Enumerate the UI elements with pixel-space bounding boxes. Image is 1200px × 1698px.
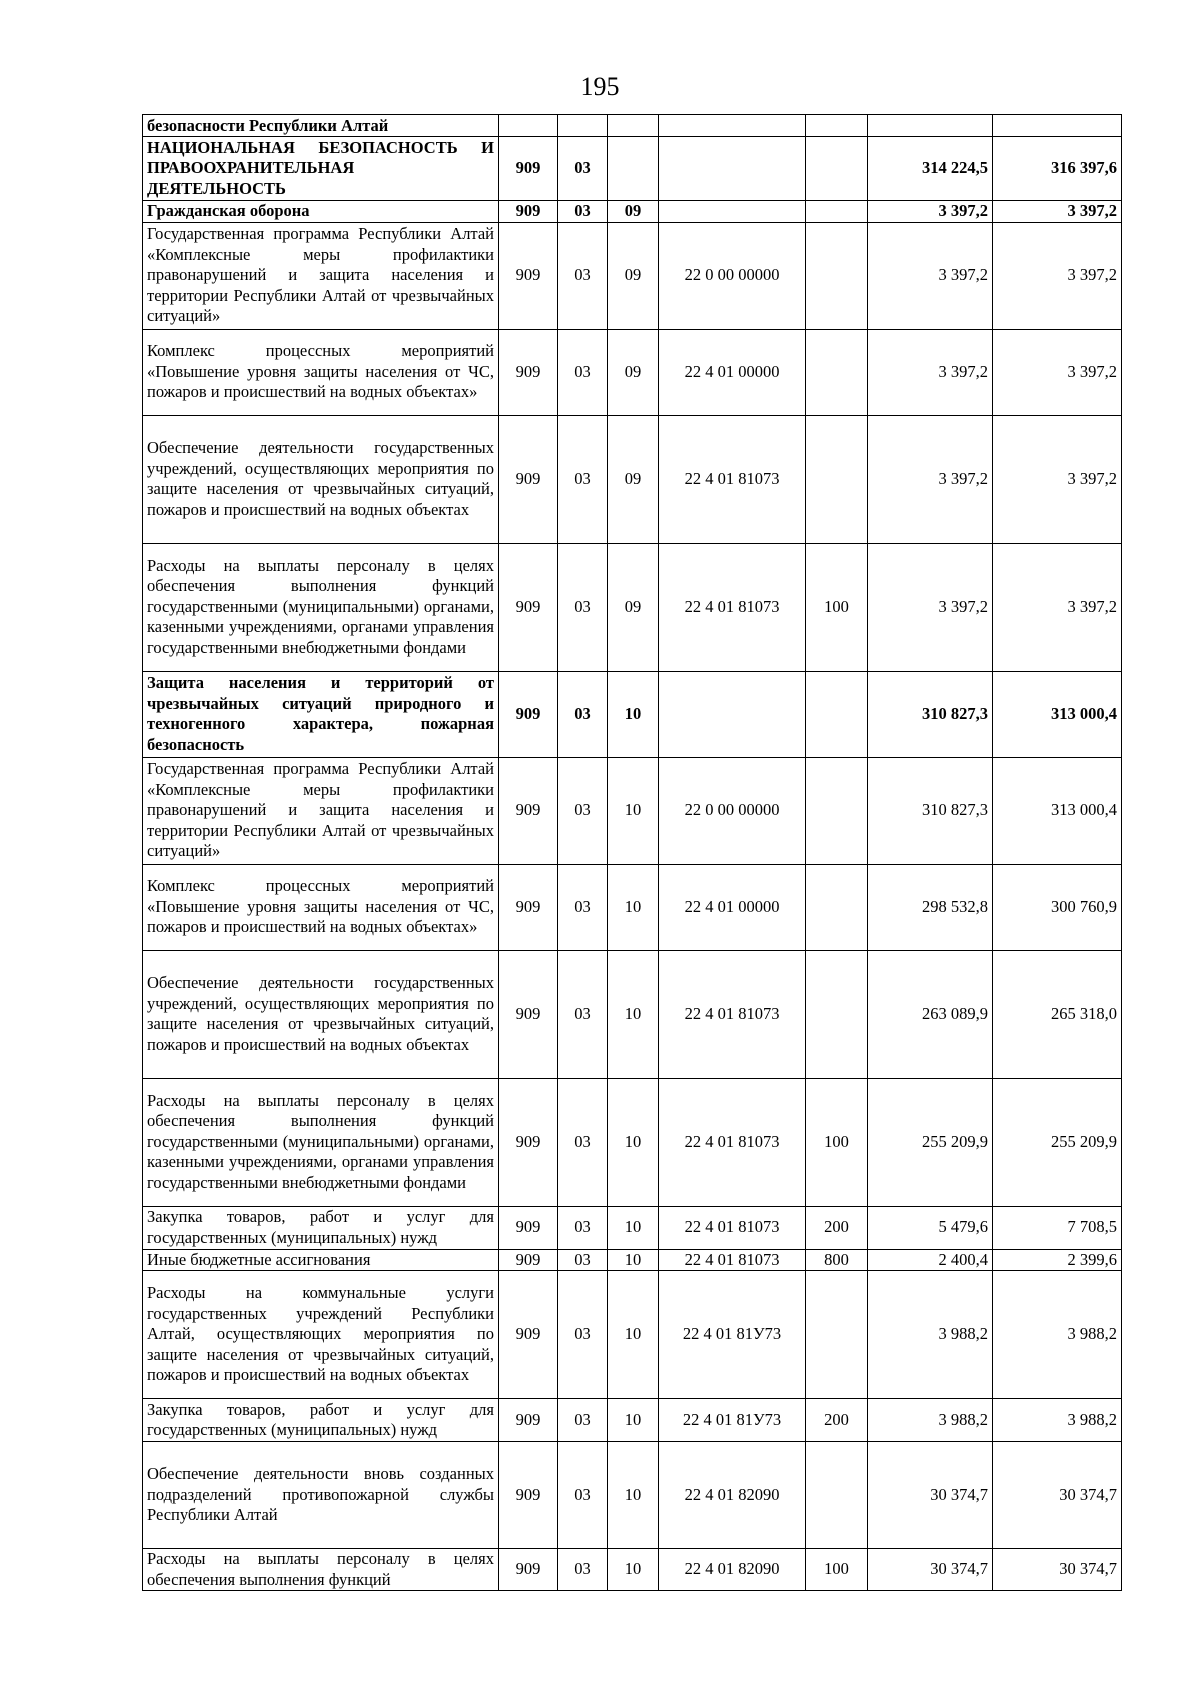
row-target-article: 22 0 00 00000 [659,222,806,329]
row-name: Государственная программа Республики Алтай «Комплексные меры профилактики правонарушений и защита населения и территории Республики Алтай от чрезвычайных ситуаций» [143,757,499,864]
row-name: НАЦИОНАЛЬНАЯ БЕЗОПАСНОСТЬ И ПРАВООХРАНИТЕЛЬНАЯ ДЕЯТЕЛЬНОСТЬ [143,137,499,201]
row-name: Закупка товаров, работ и услуг для государственных (муниципальных) нужд [143,1399,499,1442]
row-target-article: 22 4 01 81073 [659,1249,806,1271]
row-admin-code: 909 [499,1078,558,1206]
row-target-article: 22 4 01 00000 [659,329,806,415]
page-number: 195 [580,72,620,101]
row-name: Обеспечение деятельности государственных учреждений, осуществляющих мероприятия по защите населения от чрезвычайных ситуаций, пожаров и происшествий на водных объектах [143,415,499,543]
row-name: Расходы на выплаты персоналу в целях обеспечения выполнения функций [143,1549,499,1591]
row-amount-year2: 3 397,2 [993,415,1122,543]
row-section-code: 03 [558,137,608,201]
row-amount-year2: 30 374,7 [993,1442,1122,1549]
budget-table [142,114,1122,1591]
row-subsection-code: 10 [608,1249,659,1271]
row-amount-year2: 3 988,2 [993,1399,1122,1442]
row-target-article: 22 4 01 00000 [659,864,806,950]
row-subsection-code: 10 [608,757,659,864]
row-expense-type [806,222,868,329]
row-target-article: 22 4 01 81073 [659,543,806,671]
row-amount-year1: 3 397,2 [868,329,993,415]
row-section-code: 03 [558,201,608,223]
table-row [143,222,1122,329]
row-amount-year1: 3 397,2 [868,222,993,329]
row-section-code: 03 [558,1249,608,1271]
row-amount-year1: 30 374,7 [868,1442,993,1549]
row-expense-type [806,137,868,201]
row-name: Иные бюджетные ассигнования [143,1249,499,1271]
row-subsection-code: 10 [608,1549,659,1591]
row-subsection-code [608,137,659,201]
row-section-code: 03 [558,415,608,543]
row-amount-year1: 30 374,7 [868,1549,993,1591]
row-admin-code: 909 [499,1249,558,1271]
row-amount-year1: 310 827,3 [868,671,993,757]
row-name: Обеспечение деятельности государственных учреждений, осуществляющих мероприятия по защите населения от чрезвычайных ситуаций, пожаров и происшествий на водных объектах [143,950,499,1078]
row-target-article [659,115,806,137]
row-expense-type [806,671,868,757]
table-row [143,757,1122,864]
row-expense-type [806,1442,868,1549]
table-row [143,201,1122,223]
row-expense-type [806,1271,868,1399]
row-section-code: 03 [558,1399,608,1442]
row-target-article: 22 4 01 81У73 [659,1271,806,1399]
row-amount-year2: 313 000,4 [993,757,1122,864]
table-row [143,1078,1122,1206]
row-admin-code: 909 [499,757,558,864]
row-target-article: 22 4 01 82090 [659,1442,806,1549]
table-row [143,329,1122,415]
row-amount-year1: 310 827,3 [868,757,993,864]
row-amount-year1: 3 397,2 [868,415,993,543]
row-expense-type: 100 [806,543,868,671]
row-admin-code: 909 [499,222,558,329]
row-amount-year2: 313 000,4 [993,671,1122,757]
row-subsection-code: 09 [608,543,659,671]
row-section-code: 03 [558,1078,608,1206]
row-section-code: 03 [558,757,608,864]
row-subsection-code: 10 [608,1271,659,1399]
row-amount-year2: 3 397,2 [993,201,1122,223]
table-row [143,1549,1122,1591]
row-expense-type: 100 [806,1549,868,1591]
row-admin-code: 909 [499,1271,558,1399]
table-row [143,671,1122,757]
row-expense-type [806,201,868,223]
table-row [143,137,1122,201]
row-target-article: 22 4 01 81073 [659,950,806,1078]
row-amount-year1: 298 532,8 [868,864,993,950]
row-admin-code: 909 [499,415,558,543]
row-amount-year2: 255 209,9 [993,1078,1122,1206]
row-amount-year1: 3 397,2 [868,201,993,223]
row-subsection-code [608,115,659,137]
row-amount-year1: 263 089,9 [868,950,993,1078]
row-amount-year2: 300 760,9 [993,864,1122,950]
row-amount-year1 [868,115,993,137]
row-amount-year1: 3 988,2 [868,1271,993,1399]
row-target-article: 22 4 01 81073 [659,1078,806,1206]
row-target-article: 22 4 01 81У73 [659,1399,806,1442]
table-row [143,950,1122,1078]
row-admin-code: 909 [499,1399,558,1442]
row-section-code: 03 [558,864,608,950]
row-expense-type: 100 [806,1078,868,1206]
row-admin-code [499,115,558,137]
table-row [143,1442,1122,1549]
row-expense-type [806,115,868,137]
row-expense-type [806,757,868,864]
row-name: Защита населения и территорий от чрезвычайных ситуаций природного и техногенного характера, пожарная безопасность [143,671,499,757]
row-section-code: 03 [558,1206,608,1249]
row-expense-type [806,950,868,1078]
row-amount-year2: 7 708,5 [993,1206,1122,1249]
row-subsection-code: 09 [608,415,659,543]
row-section-code: 03 [558,543,608,671]
row-expense-type [806,864,868,950]
row-section-code: 03 [558,950,608,1078]
row-admin-code: 909 [499,1549,558,1591]
row-section-code [558,115,608,137]
row-amount-year2: 3 397,2 [993,222,1122,329]
row-amount-year2: 265 318,0 [993,950,1122,1078]
row-section-code: 03 [558,671,608,757]
row-subsection-code: 10 [608,950,659,1078]
table-row [143,864,1122,950]
row-expense-type [806,329,868,415]
row-amount-year1: 3 397,2 [868,543,993,671]
table-row [143,415,1122,543]
row-name: Комплекс процессных мероприятий «Повышение уровня защиты населения от ЧС, пожаров и происшествий на водных объектах» [143,329,499,415]
row-name: Обеспечение деятельности вновь созданных подразделений противопожарной службы Республики Алтай [143,1442,499,1549]
row-amount-year2: 3 397,2 [993,329,1122,415]
row-subsection-code: 10 [608,864,659,950]
row-section-code: 03 [558,222,608,329]
row-section-code: 03 [558,1271,608,1399]
row-target-article: 22 4 01 81073 [659,415,806,543]
row-subsection-code: 09 [608,329,659,415]
table-row [143,1206,1122,1249]
row-subsection-code: 10 [608,1078,659,1206]
row-name: Расходы на выплаты персоналу в целях обеспечения выполнения функций государственными (муниципальными) органами, казенными учреждениями, органами управления государственными внебюджетными фондами [143,543,499,671]
row-amount-year1: 5 479,6 [868,1206,993,1249]
row-target-article [659,201,806,223]
row-admin-code: 909 [499,329,558,415]
row-expense-type: 200 [806,1206,868,1249]
row-admin-code: 909 [499,864,558,950]
table-row [143,1399,1122,1442]
row-admin-code: 909 [499,1206,558,1249]
row-section-code: 03 [558,1442,608,1549]
row-amount-year2: 2 399,6 [993,1249,1122,1271]
row-name: безопасности Республики Алтай [143,115,499,137]
row-target-article: 22 4 01 82090 [659,1549,806,1591]
row-subsection-code: 09 [608,222,659,329]
row-section-code: 03 [558,329,608,415]
row-amount-year2: 3 397,2 [993,543,1122,671]
row-section-code: 03 [558,1549,608,1591]
row-admin-code: 909 [499,671,558,757]
row-subsection-code: 10 [608,1399,659,1442]
table-row [143,115,1122,137]
row-admin-code: 909 [499,137,558,201]
row-amount-year2: 3 988,2 [993,1271,1122,1399]
row-subsection-code: 10 [608,671,659,757]
row-subsection-code: 09 [608,201,659,223]
row-admin-code: 909 [499,201,558,223]
row-amount-year1: 314 224,5 [868,137,993,201]
row-expense-type: 800 [806,1249,868,1271]
row-name: Комплекс процессных мероприятий «Повышение уровня защиты населения от ЧС, пожаров и происшествий на водных объектах» [143,864,499,950]
row-amount-year1: 255 209,9 [868,1078,993,1206]
table-row [143,1249,1122,1271]
table-row [143,1271,1122,1399]
row-target-article [659,671,806,757]
row-admin-code: 909 [499,950,558,1078]
row-amount-year1: 2 400,4 [868,1249,993,1271]
row-admin-code: 909 [499,1442,558,1549]
row-name: Закупка товаров, работ и услуг для государственных (муниципальных) нужд [143,1206,499,1249]
row-expense-type [806,415,868,543]
row-admin-code: 909 [499,543,558,671]
row-subsection-code: 10 [608,1206,659,1249]
row-amount-year2: 316 397,6 [993,137,1122,201]
table-row [143,543,1122,671]
row-name: Государственная программа Республики Алтай «Комплексные меры профилактики правонарушений и защита населения и территории Республики Алтай от чрезвычайных ситуаций» [143,222,499,329]
row-expense-type: 200 [806,1399,868,1442]
row-name: Расходы на выплаты персоналу в целях обеспечения выполнения функций государственными (муниципальными) органами, казенными учреждениями, органами управления государственными внебюджетными фондами [143,1078,499,1206]
row-target-article: 22 4 01 81073 [659,1206,806,1249]
row-subsection-code: 10 [608,1442,659,1549]
row-amount-year2 [993,115,1122,137]
row-name: Гражданская оборона [143,201,499,223]
budget-table-body [143,115,1122,1591]
row-amount-year2: 30 374,7 [993,1549,1122,1591]
row-name: Расходы на коммунальные услуги государственных учреждений Республики Алтай, осуществляющих мероприятия по защите населения от чрезвычайных ситуаций, пожаров и происшествий на водных объектах [143,1271,499,1399]
row-amount-year1: 3 988,2 [868,1399,993,1442]
row-target-article [659,137,806,201]
row-target-article: 22 0 00 00000 [659,757,806,864]
